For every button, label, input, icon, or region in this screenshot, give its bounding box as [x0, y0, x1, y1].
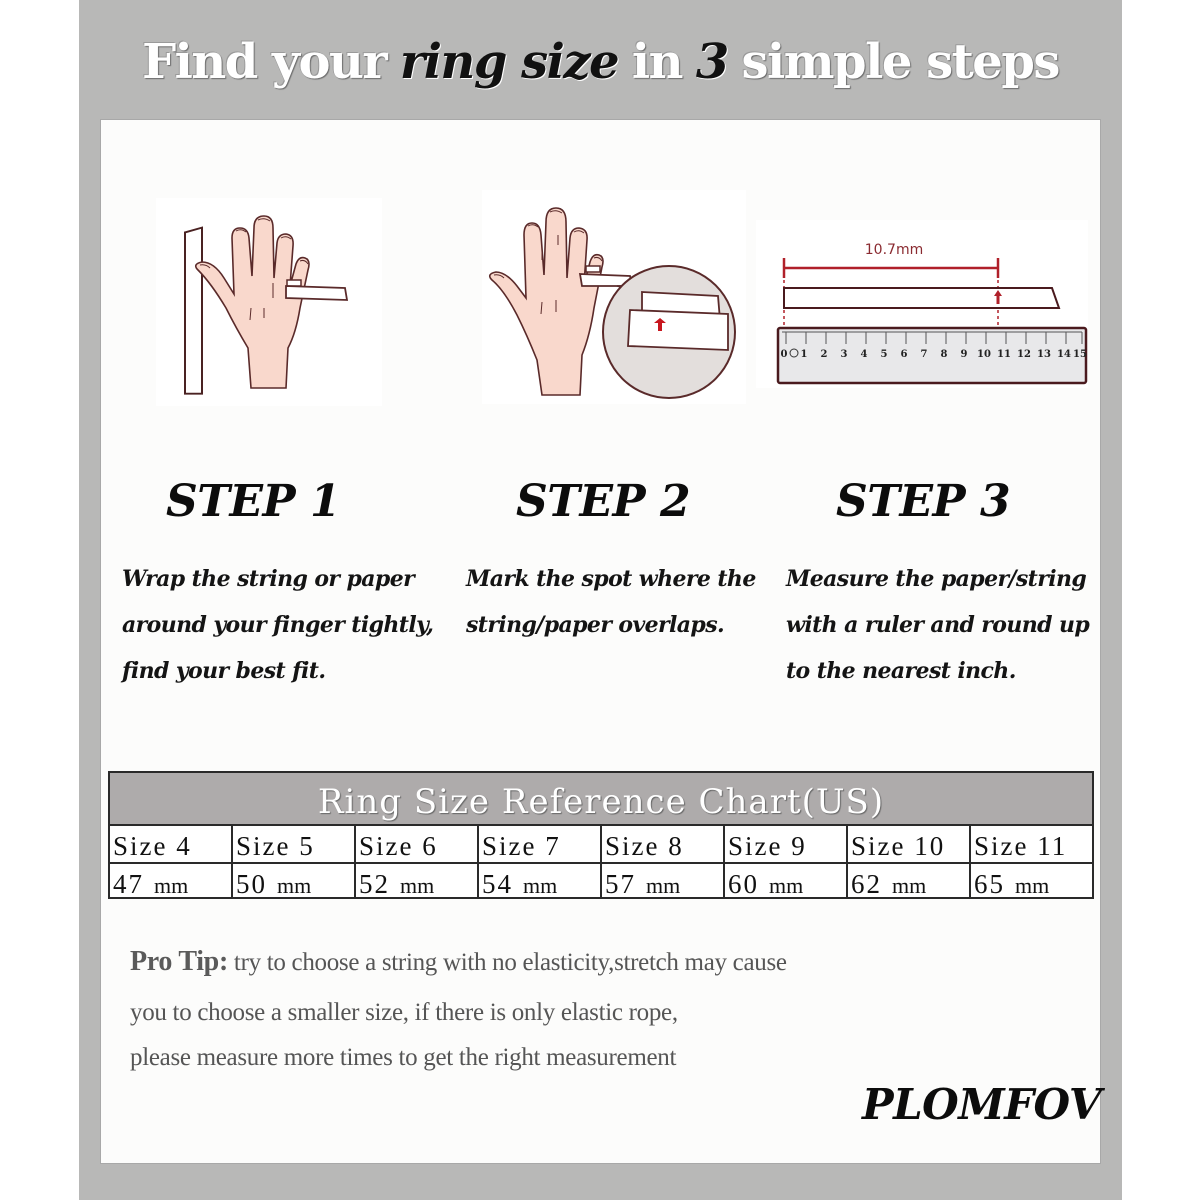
size-cell: Size 8: [600, 826, 723, 862]
pro-tip-line-3: please measure more times to get the right measurement: [130, 1044, 677, 1071]
measurement-value: 52: [359, 869, 390, 899]
measurement-unit: mm: [1015, 873, 1050, 898]
measurement-label: 10.7mm: [864, 242, 924, 258]
pro-tip-line-1: [130, 946, 787, 978]
ruler-measuring-strip-icon: [756, 220, 1088, 388]
size-cell: Size 5: [231, 826, 354, 862]
ruler-tick-label: 1: [800, 349, 808, 360]
pro-tip-label: Pro Tip:: [130, 946, 228, 977]
ruler-tick-label: 8: [940, 349, 948, 360]
measurement-unit: mm: [154, 873, 189, 898]
measurement-unit: mm: [769, 873, 804, 898]
step-2-line: Mark the spot where the: [466, 566, 756, 592]
step-3-title: STEP 3: [836, 476, 1011, 527]
measurement-cell: [723, 864, 846, 899]
measurement-unit: mm: [892, 873, 927, 898]
title-part-simple-steps: simple steps: [741, 34, 1059, 90]
measurement-value: 60: [728, 869, 759, 899]
measurement-cell: [231, 864, 354, 899]
step-2-line: string/paper overlaps.: [466, 612, 725, 638]
step-2-title: STEP 2: [516, 476, 691, 527]
measurement-unit: mm: [400, 873, 435, 898]
measurement-value: 65: [974, 869, 1005, 899]
ruler-tick-label: 5: [880, 349, 888, 360]
size-cell: Size 11: [969, 826, 1092, 862]
step-3-description: [786, 556, 1116, 694]
pro-tip-line-2: you to choose a smaller size, if there is only elastic rope,: [130, 999, 678, 1026]
ring-size-chart: [108, 771, 1094, 899]
measurement-cell: [969, 864, 1092, 899]
step-1-description: [122, 556, 452, 694]
measurement-unit: mm: [523, 873, 558, 898]
ruler-tick-label: 15: [1073, 349, 1087, 360]
measurement-cell: [600, 864, 723, 899]
measurement-unit: mm: [646, 873, 681, 898]
ruler-tick-label: 7: [920, 349, 928, 360]
measurement-unit: mm: [277, 873, 312, 898]
measurement-cell: [354, 864, 477, 899]
ruler-tick-label: 6: [900, 349, 908, 360]
size-row: [110, 826, 1092, 862]
hand-marking-overlap-magnified-icon: [482, 190, 746, 404]
measurement-cell: [110, 864, 231, 899]
title-part-number: 3: [695, 34, 728, 90]
step-3-line: to the nearest inch.: [786, 658, 1016, 684]
title-part-ring-size: ring size: [399, 34, 619, 90]
ruler-tick-label: 4: [860, 349, 868, 360]
size-cell: Size 7: [477, 826, 600, 862]
step-1-line: around your finger tightly,: [122, 612, 434, 638]
hand-wrapping-paper-strip-icon: [156, 198, 382, 406]
measurement-value: 50: [236, 869, 267, 899]
measurement-value: 47: [113, 869, 144, 899]
title-part-find-your: Find your: [142, 34, 387, 90]
ruler-tick-label: 10: [977, 349, 991, 360]
size-cell: Size 4: [113, 831, 192, 861]
ruler-tick-label: 0: [780, 349, 788, 360]
ruler-tick-label: 12: [1017, 349, 1031, 360]
ruler-tick-label: 14: [1057, 349, 1071, 360]
pro-tip-text: try to choose a string with no elasticity,stretch may cause: [233, 949, 787, 976]
measurement-value: 62: [851, 869, 882, 899]
step-3-line: with a ruler and round up: [786, 612, 1090, 638]
step-1-line: Wrap the string or paper: [122, 566, 415, 592]
step-1-line: find your best fit.: [122, 658, 326, 684]
ruler-tick-label: 13: [1037, 349, 1051, 360]
size-cell: Size 10: [846, 826, 969, 862]
measurement-row: [110, 862, 1092, 899]
step-2-description: [466, 556, 796, 648]
ruler-tick-label: 2: [820, 349, 828, 360]
measurement-cell: [846, 864, 969, 899]
page-title: [79, 22, 1122, 102]
measurement-value: 57: [605, 869, 636, 899]
size-cell: Size 9: [723, 826, 846, 862]
chart-title: Ring Size Reference Chart(US): [110, 773, 1092, 826]
ruler-tick-label: 3: [840, 349, 848, 360]
ruler-tick-label: 9: [960, 349, 968, 360]
measurement-cell: [477, 864, 600, 899]
title-part-in: in: [631, 34, 683, 90]
ruler-tick-label: 11: [997, 349, 1011, 360]
step-3-line: Measure the paper/string: [786, 566, 1087, 592]
measurement-value: 54: [482, 869, 513, 899]
size-cell: Size 6: [354, 826, 477, 862]
brand-logo: PLOMFOV: [862, 1080, 1101, 1129]
step-1-title: STEP 1: [166, 476, 341, 527]
